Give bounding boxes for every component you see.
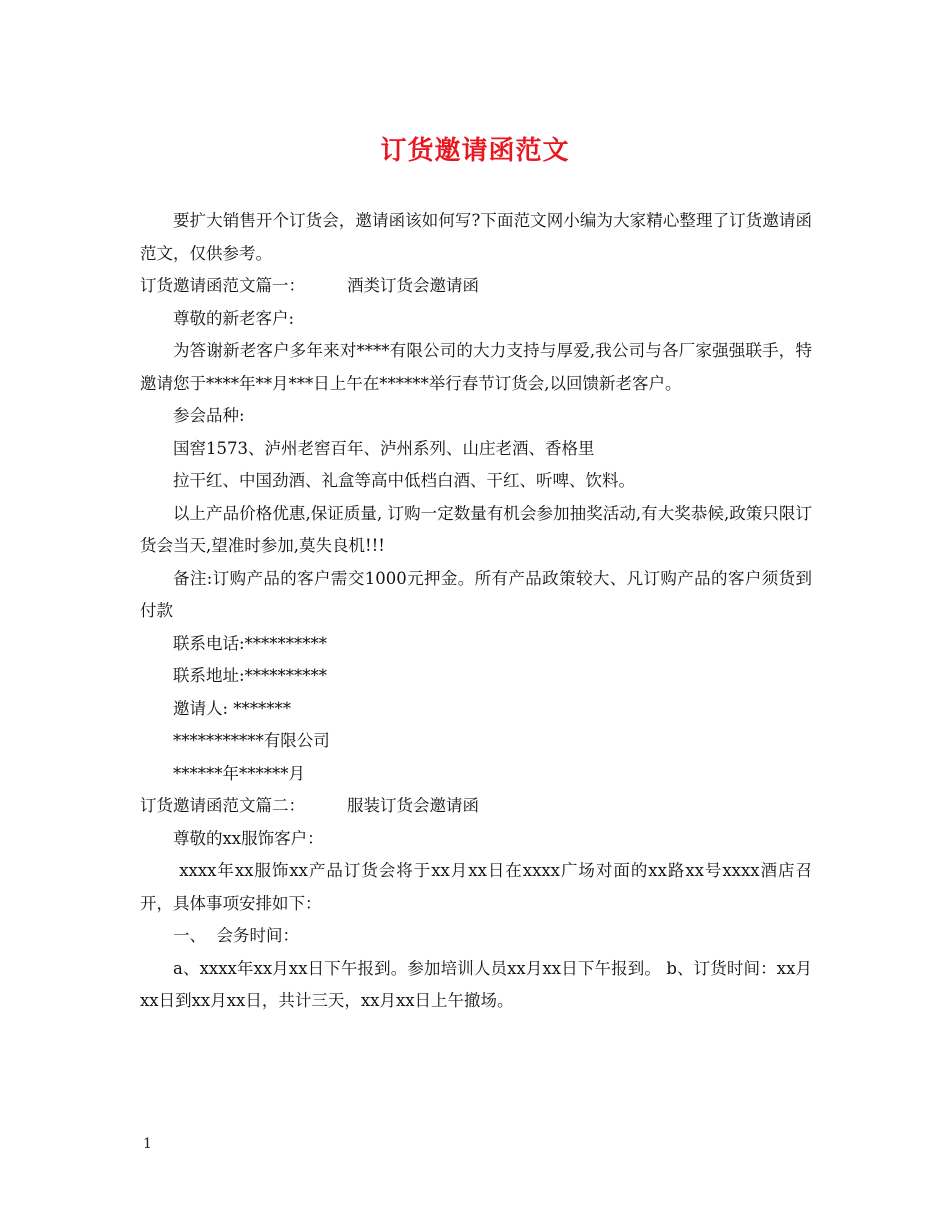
section-heading-one: 订货邀请函范文篇一： 酒类订货会邀请函 [140, 276, 479, 295]
document-body [140, 205, 812, 1018]
offer-paragraph: 以上产品价格优惠,保证质量, 订购一定数量有机会参加抽奖活动,有大奖恭候,政策只限订货会当天,望准时参加,莫失良机!!! [140, 503, 812, 555]
inviter: 邀请人: ******* [173, 698, 292, 718]
meeting-time-details: a、xxxx年xx月xx日下午报到。参加培训人员xx月xx日下午报到。 b、订货时间：xx月xx日到xx月xx日，共计三天，xx月xx日上午撤场。 [140, 958, 812, 1010]
salutation-one: 尊敬的新老客户: [173, 308, 295, 328]
contact-phone: 联系电话:********** [173, 633, 328, 653]
document-title: 订货邀请函范文 [380, 136, 570, 166]
page-number: 1 [143, 1136, 152, 1152]
product-heading: 参会品种: [173, 406, 245, 425]
meeting-time-heading: 一、 会务时间： [173, 926, 299, 945]
salutation-two: 尊敬的xx服饰客户： [173, 828, 324, 848]
intro-paragraph: 要扩大销售开个订货会，邀请函该如何写?下面范文网小编为大家精心整理了订货邀请函范文，仅供参考。 [140, 211, 812, 263]
product-line-two: 拉干红、中国劲酒、礼盒等高中低档白酒、干红、听啤、饮料。 [173, 471, 635, 490]
section-heading-two: 订货邀请函范文篇二： 服装订货会邀请函 [140, 796, 479, 815]
note-paragraph: 备注:订购产品的客户需交1000元押金。所有产品政策较大、凡订购产品的客户须货到付款 [140, 568, 812, 620]
product-line-one: 国窖1573、泸州老窖百年、泸州系列、山庄老酒、香格里 [173, 438, 595, 458]
contact-address: 联系地址:********** [173, 666, 328, 685]
invitation-paragraph-one: 为答谢新老客户多年来对****有限公司的大力支持与厚爱,我公司与各厂家强强联手，特邀请您于****年**月***日上午在******举行春节订货会,以回馈新老客户。 [140, 341, 812, 393]
date-line: ******年******月 [173, 763, 305, 783]
company-name: ***********有限公司 [173, 731, 330, 750]
invitation-paragraph-two: xxxx年xx服饰xx产品订货会将于xx月xx日在xxxx广场对面的xx路xx号xxxx酒店召开，具体事项安排如下： [140, 861, 812, 913]
